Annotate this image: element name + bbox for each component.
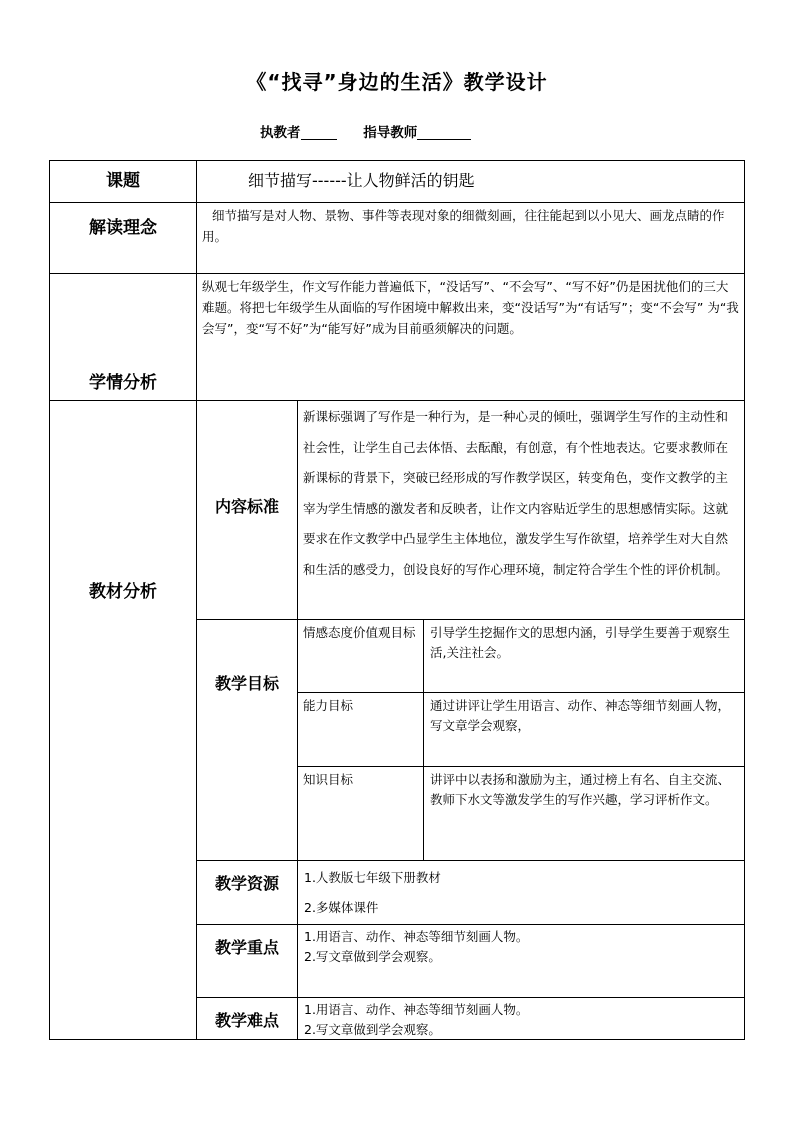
resource-item: 2.多媒体课件	[304, 900, 379, 915]
difficulties-label: 教学难点	[214, 1011, 279, 1030]
column-divider	[196, 160, 197, 1040]
row-divider	[196, 860, 745, 861]
difficulty-item: 2.写文章做到学会观察。	[304, 1022, 441, 1037]
content-standard-label: 内容标准	[214, 497, 279, 516]
goal-name: 情感态度价值观目标	[303, 625, 416, 640]
goal-value: 引导学生挖掘作文的思想内涵，引导学生要善于观察生活,关注社会。	[430, 625, 731, 660]
material-analysis-label: 教材分析	[89, 582, 157, 602]
learner-analysis-label: 学情分析	[89, 373, 157, 393]
document-title: 《“找寻”身边的生活》教学设计	[246, 70, 548, 94]
goal-name: 知识目标	[303, 772, 354, 787]
topic-label: 课题	[106, 171, 140, 191]
advisor-blank	[417, 125, 471, 140]
column-divider	[423, 619, 424, 860]
key-point-item: 1.用语言、动作、神态等细节刻画人物。	[304, 929, 529, 944]
row-divider	[297, 692, 745, 693]
row-divider	[49, 202, 745, 203]
table-border-right	[744, 160, 745, 1040]
executor-label: 执教者	[260, 125, 301, 141]
row-divider	[297, 766, 745, 767]
concept-value: 细节描写是对人物、景物、事件等表现对象的细微刻画，往往能起到以小见大、画龙点睛的作用。	[202, 208, 725, 244]
executor-blank	[301, 125, 337, 140]
learner-analysis-value: 纵观七年级学生，作文写作能力普遍低下，“没话写”、“不会写”、“写不好”仍是困扰他们的三大难题。将把七年级学生从面临的写作困境中解救出来，变“没话写”为“有话写”；变“不会写” 为“我会写”，变“写不好”为“能写好”成为目前亟须解决的问题。	[202, 279, 739, 336]
teaching-goals-label: 教学目标	[214, 674, 279, 693]
content-standard-value: 新课标强调了写作是一种行为，是一种心灵的倾吐，强调学生写作的主动性和社会性，让学生自己去体悟、去酝酿，有创意，有个性地表达。它要求教师在新课标的背景下，突破已经形成的写作教学误区，转变角色，变作文教学的主宰为学生情感的激发者和反映者，让作文内容贴近学生的思想感情实际。这就要求在作文教学中凸显学生主体地位，激发学生写作欲望，培养学生对大自然和生活的感受力，创设良好的写作心理环境，制定符合学生个性的评价机制。	[303, 409, 729, 577]
row-divider	[49, 400, 745, 401]
row-divider	[196, 997, 745, 998]
advisor-label: 指导教师	[363, 125, 418, 141]
goal-value: 通过讲评让学生用语言、动作、神态等细节刻画人物，写文章学会观察，	[430, 698, 731, 733]
goal-value: 讲评中以表扬和激励为主，通过榜上有名、自主交流、教师下水文等激发学生的写作兴趣，学习评析作文。	[430, 772, 731, 807]
author-line	[260, 121, 471, 141]
difficulty-item: 1.用语言、动作、神态等细节刻画人物。	[304, 1002, 529, 1017]
concept-label: 解读理念	[89, 218, 157, 238]
resource-item: 1.人教版七年级下册教材	[304, 870, 441, 885]
key-points-label: 教学重点	[214, 938, 279, 957]
teaching-resources-label: 教学资源	[214, 874, 279, 893]
key-point-item: 2.写文章做到学会观察。	[304, 949, 441, 964]
row-divider	[49, 273, 745, 274]
row-divider	[196, 619, 745, 620]
topic-value: 细节描写------让人物鲜活的钥匙	[248, 171, 475, 190]
goal-name: 能力目标	[303, 698, 354, 713]
row-divider	[196, 924, 745, 925]
column-divider	[297, 400, 298, 1040]
